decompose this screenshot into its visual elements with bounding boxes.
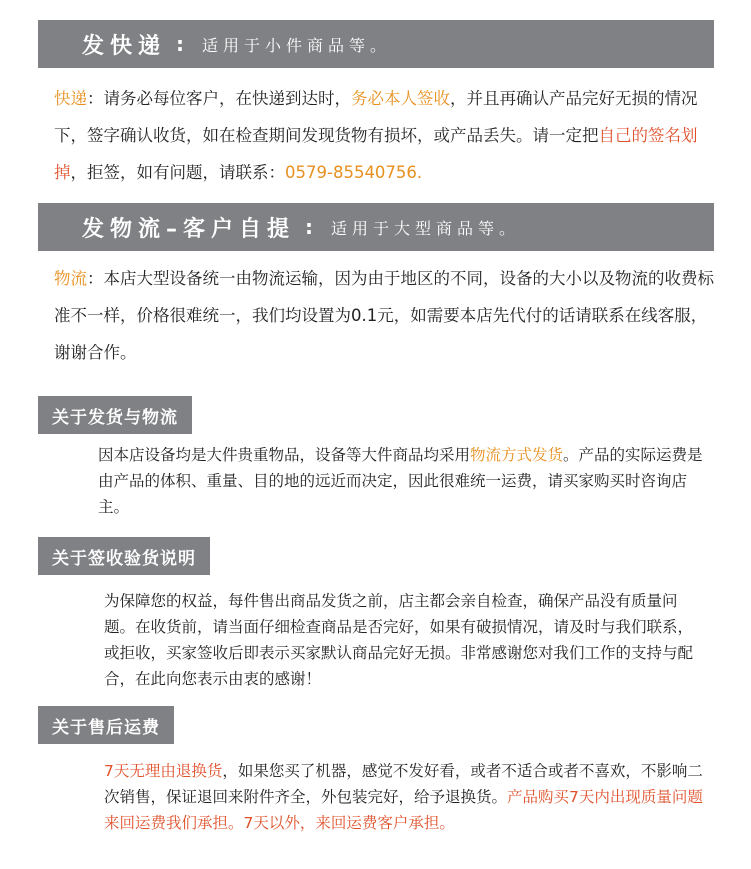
express-paragraph [54,80,720,191]
shipping-text-2: 。产品的实际运费是由产品的体积、重量、目的地的远近而决定，因此很难统一运费，请买家购买时咨询店主。 [98,446,703,516]
express-highlight-strike: 自己的签名划掉 [54,126,698,182]
aftersale-tag: 关于售后运费 [38,706,174,744]
logistics-label: 物流 [54,269,87,288]
shipping-tag: 关于发货与物流 [38,396,192,434]
express-text-1: ：请务必每位客户，在快递到达时， [87,89,351,108]
express-note: 适用于小件商品等。 [202,35,392,55]
express-label: 快递 [54,89,87,108]
express-phone: 0579-85540756. [285,163,423,182]
logistics-text: ：本店大型设备统一由物流运输，因为由于地区的不同，设备的大小以及物流的收费标准不一样，价格很难统一，我们均设置为0.1元，如需要本店先代付的话请联系在线客服，谢谢合作。 [54,269,714,362]
shipping-paragraph [54,442,704,520]
express-text-2: ，并且再确认产品完好无损的情况下，签字确认收货，如在检查期间发现货物有损坏，或产品丢失。请一定把 [54,89,698,145]
logistics-note: 适用于大型商品等。 [331,218,521,238]
aftersale-highlight-freight: 产品购买7天内出现质量问题来回运费我们承担。7天以外，来回运费客户承担。 [104,788,703,832]
aftersale-paragraph [54,758,704,836]
logistics-paragraph [54,260,720,371]
aftersale-highlight-return: 7天无理由退换货 [104,762,223,780]
logistics-colon: : [305,215,314,239]
express-colon: : [176,32,185,56]
express-highlight-sign: 务必本人签收 [351,89,450,108]
inspection-tag: 关于签收验货说明 [38,537,210,575]
inspection-paragraph [54,588,704,692]
express-banner [38,20,714,68]
express-text-3: ，拒签，如有问题，请联系： [70,163,285,182]
shipping-text-1: 因本店设备均是大件贵重物品，设备等大件商品均采用 [98,446,471,464]
shipping-highlight: 物流方式发货 [470,446,564,464]
express-title: 发快递 [82,33,167,59]
logistics-title: 发物流–客户自提 [82,216,296,242]
aftersale-text: ，如果您买了机器，感觉不发好看，或者不适合或者不喜欢，不影响二次销售，保证退回来附件齐全，外包装完好，给予退换货。 [104,762,703,806]
logistics-banner [38,203,714,251]
inspection-text: 为保障您的权益，每件售出商品发货之前，店主都会亲自检查，确保产品没有质量问题。在收货前，请当面仔细检查商品是否完好，如果有破损情况，请及时与我们联系，或拒收，买家签收后即表示买家默认商品完好无损。非常感谢您对我们工作的支持与配合，在此向您表示由衷的感谢！ [104,592,694,688]
